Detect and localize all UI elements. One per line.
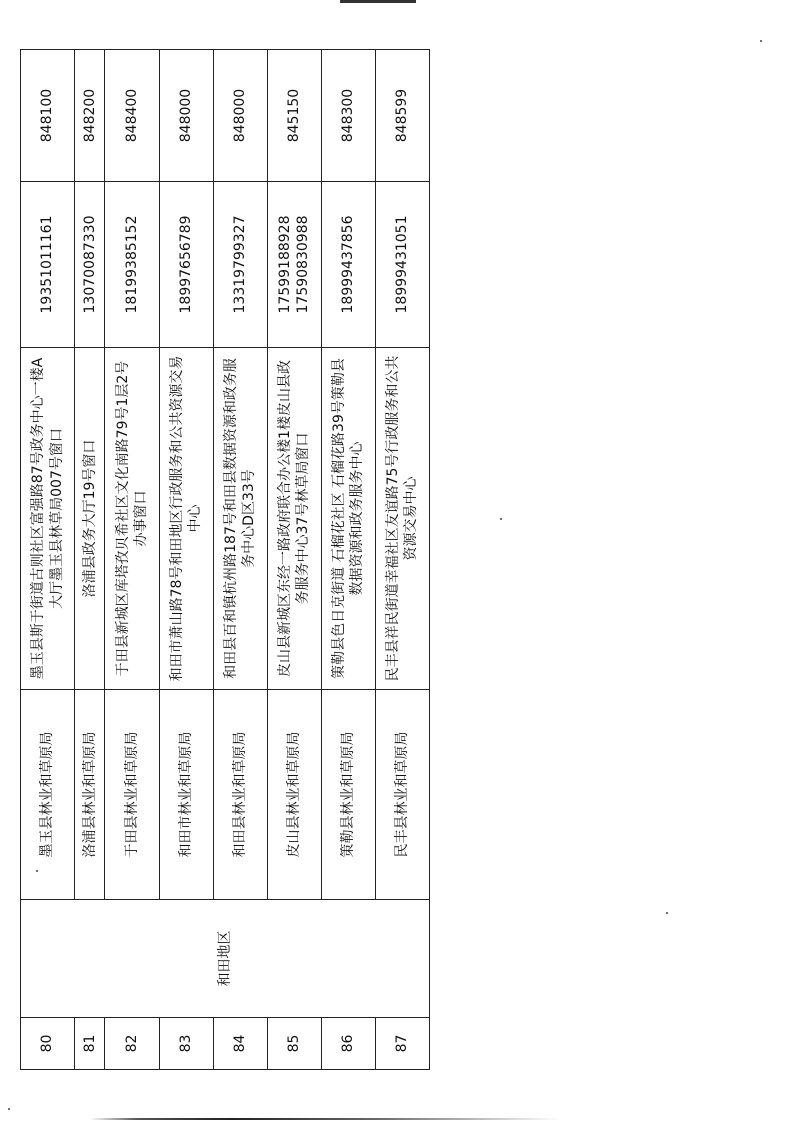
agency-name: 墨玉县林业和草原局	[21, 690, 75, 900]
postcode: 848400	[105, 50, 159, 182]
office-address: 策勒县色日克街道 石榴花社区 石榴花路39号策勒县数据资源和政务服务中心	[321, 348, 375, 690]
office-address: 民丰县祥民街道幸福社区友谊路75号行政服务和公共资源交易中心	[375, 348, 429, 690]
postcode: 848300	[321, 50, 375, 182]
row-number: 80	[21, 1018, 75, 1070]
phone-number	[267, 182, 321, 348]
agency-name: 于田县林业和草原局	[105, 690, 159, 900]
phone-line: 13319799327	[232, 215, 249, 314]
phone-number	[375, 182, 429, 348]
phone-line: 18999437856	[340, 215, 357, 314]
agency-name: 和田县林业和草原局	[213, 690, 267, 900]
region-cell: 和田地区	[21, 900, 430, 1018]
scan-edge-mark-bottom	[90, 1118, 560, 1120]
postcode: 848200	[75, 50, 105, 182]
office-address: 洛浦县政务大厅19号窗口	[75, 348, 105, 690]
row-number: 82	[105, 1018, 159, 1070]
phone-line: 17599188928	[277, 215, 294, 314]
row-number: 81	[75, 1018, 105, 1070]
phone-number	[75, 182, 105, 348]
postcode: 848599	[375, 50, 429, 182]
phone-line: 18199385152	[123, 215, 140, 314]
row-number: 83	[159, 1018, 213, 1070]
postcode: 848000	[159, 50, 213, 182]
phone-line: 13070087330	[81, 215, 98, 314]
row-number: 87	[375, 1018, 429, 1070]
office-address: 和田县百和镇杭州路187号和田县数据资源和政务服务中心D区33号	[213, 348, 267, 690]
phone-line: 18999431051	[394, 215, 411, 314]
scan-speck	[8, 1108, 10, 1110]
office-address: 和田市萧山路78号和田地区行政服务和公共资源交易中心	[159, 348, 213, 690]
scan-speck	[666, 912, 668, 914]
postcode: 848100	[21, 50, 75, 182]
agency-name: 皮山县林业和草原局	[267, 690, 321, 900]
postcode: 848000	[213, 50, 267, 182]
phone-number	[105, 182, 159, 348]
scan-speck	[500, 518, 502, 520]
rotated-page-table	[20, 50, 430, 1070]
scan-speck	[760, 40, 762, 42]
row-number: 85	[267, 1018, 321, 1070]
phone-number	[159, 182, 213, 348]
agency-name: 民丰县林业和草原局	[375, 690, 429, 900]
office-address: 皮山县新城区东经一路政府联合办公楼1楼皮山县政务服务中心37号林草局窗口	[267, 348, 321, 690]
phone-line: 19351011161	[39, 215, 56, 314]
agency-name: 策勒县林业和草原局	[321, 690, 375, 900]
office-address: 墨玉县斯于街道古则社区富强路87号政务中心一楼A大厅墨玉县林草局007号窗口	[21, 348, 75, 690]
phone-number	[321, 182, 375, 348]
phone-number	[21, 182, 75, 348]
phone-number	[213, 182, 267, 348]
office-address: 于田县新城区库塔孜贝希社区文化南路79号1层2号办事窗口	[105, 348, 159, 690]
phone-line: 18997656789	[177, 215, 194, 314]
agency-contact-table	[20, 49, 430, 1070]
postcode: 845150	[267, 50, 321, 182]
row-number: 86	[321, 1018, 375, 1070]
phone-line: 17590830988	[295, 215, 312, 314]
agency-name: 和田市林业和草原局	[159, 690, 213, 900]
scan-edge-mark-top	[340, 0, 416, 3]
agency-name: 洛浦县林业和草原局	[75, 690, 105, 900]
row-number: 84	[213, 1018, 267, 1070]
table-row	[21, 50, 75, 1070]
